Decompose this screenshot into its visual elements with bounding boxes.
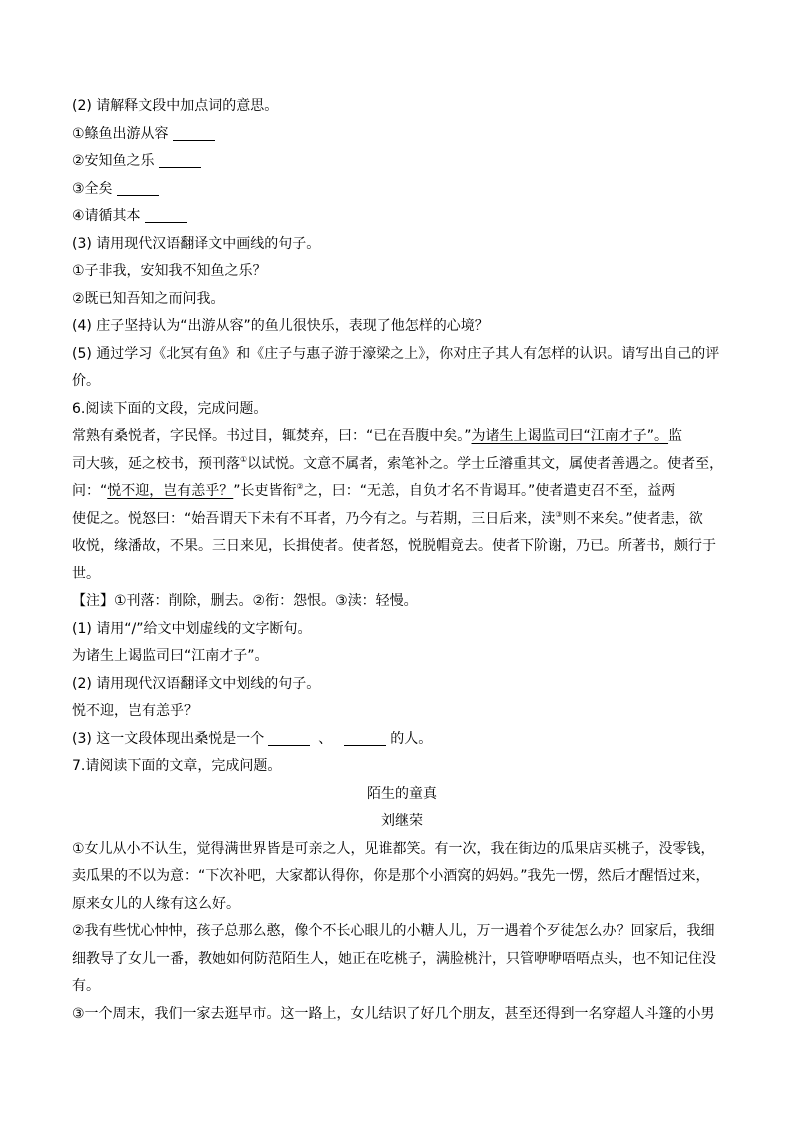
question-7-title: 7.请阅读下面的文章，完成问题。 bbox=[72, 758, 282, 774]
answer-blank[interactable] bbox=[117, 181, 159, 196]
passage-text: 以试悦。文意不属者，索笔补之。学士丘濬重其文，属使者善遇之。使者至， bbox=[247, 455, 724, 472]
passage-text: 司大骇，延之校书，预刊落 bbox=[72, 455, 240, 472]
document-body bbox=[72, 93, 732, 1028]
passage-text: 使促之。悦怒曰：“始吾谓天下未有不耳者，乃今有之。与若期，三日后来，渎 bbox=[72, 510, 556, 527]
word-item-4 bbox=[72, 203, 732, 231]
question-5-part-5: (5) 通过学习《北冥有鱼》和《庄子与惠子游于濠梁之上》，你对庄子其人有怎样的认识。请写出自己的评 bbox=[72, 345, 720, 362]
question-6-part-3 bbox=[72, 726, 732, 754]
question-6-part-3-end: 的人。 bbox=[390, 730, 433, 747]
passage-text: ”长吏皆衔 bbox=[233, 483, 297, 499]
passage-text: 常熟有桑悦者，字民怿。书过目，辄焚弃，曰：“已在吾腹中矣。” bbox=[72, 428, 472, 444]
article-line: ①女儿从小不认生，觉得满世界皆是可亲之人，见谁都笑。有一次，我在街边的瓜果店买桃子，没零钱， bbox=[72, 840, 715, 857]
question-5-part-5-cont: 价。 bbox=[72, 373, 100, 389]
passage-text: 监 bbox=[668, 428, 683, 444]
passage-line bbox=[72, 423, 732, 451]
question-6-part-1: (1) 请用“/”给文中划虚线的文字断句。 bbox=[72, 620, 312, 637]
passage-line: 收悦，缘潘故，不果。三日来见，长揖使者。使者怒，悦脱帽竟去。使者下阶谢，乃已。所著书，颇行于 bbox=[72, 538, 716, 554]
article-line: ②我有些忧心忡忡，孩子总那么憨，像个不长心眼儿的小糖人儿，万一遇着个歹徒怎么办？回家后，我细 bbox=[72, 923, 715, 939]
answer-blank[interactable] bbox=[268, 731, 310, 746]
article-line: ③一个周末，我们一家去逛早市。这一路上，女儿结识了好几个朋友，甚至还得到一名穿超人斗篷的小男 bbox=[72, 1005, 715, 1022]
passage-text: 则不来矣。”使者恚，欲 bbox=[562, 510, 703, 527]
passage-text: 之，曰：“无恙，自负才名不肯谒耳。”使者遣吏召不至，益两 bbox=[303, 483, 676, 499]
word-item-2 bbox=[72, 148, 732, 176]
word-item-1-text: ①鲦鱼出游从容 bbox=[72, 125, 169, 142]
article-author: 刘继荣 bbox=[381, 813, 423, 829]
article-line: 有。 bbox=[72, 978, 100, 994]
question-5-part-2: (2) 请解释文段中加点词的意思。 bbox=[72, 98, 279, 114]
underlined-sentence: 悦不迎，岂有恙乎？ bbox=[107, 483, 234, 499]
article-title: 陌生的童真 bbox=[367, 785, 437, 802]
sentence-item-2: ②既已知吾知之而问我。 bbox=[72, 290, 225, 307]
question-6-part-2-text: 悦不迎，岂有恙乎？ bbox=[72, 703, 198, 719]
word-item-2-text: ②安知鱼之乐 bbox=[72, 153, 155, 169]
question-6-part-3-text: (3) 这一文段体现出桑悦是一个 bbox=[72, 730, 265, 747]
question-5-part-3: (3) 请用现代汉语翻译文中画线的句子。 bbox=[72, 235, 321, 252]
footnote-marker: ① bbox=[240, 454, 248, 464]
word-item-4-text: ④请循其本 bbox=[72, 208, 141, 224]
footnote-text: 【注】①刊落：削除，删去。②衔：怨恨。③渎：轻慢。 bbox=[72, 593, 418, 609]
question-6-part-2: (2) 请用现代汉语翻译文中划线的句子。 bbox=[72, 675, 321, 692]
answer-blank[interactable] bbox=[344, 731, 386, 746]
passage-line bbox=[72, 451, 732, 479]
article-line: 卖瓜果的不以为意：“下次补吧，大家都认得你，你是那个小酒窝的妈妈。”我先一愣，然后才醒悟过来， bbox=[72, 868, 710, 884]
word-item-3 bbox=[72, 176, 732, 204]
answer-blank[interactable] bbox=[145, 208, 187, 223]
answer-blank[interactable] bbox=[173, 126, 215, 141]
underlined-sentence: 为诸生上谒监司曰“江南才子”。 bbox=[471, 428, 669, 444]
sentence-item-1: ①子非我，安知我不知鱼之乐？ bbox=[72, 263, 267, 279]
separator: 、 bbox=[318, 730, 333, 747]
passage-line bbox=[72, 478, 732, 506]
passage-line bbox=[72, 506, 732, 534]
passage-text: 问：“ bbox=[72, 483, 108, 499]
question-6-part-1-text: 为诸生上谒监司曰“江南才子”。 bbox=[72, 648, 269, 664]
word-item-3-text: ③全矣 bbox=[72, 180, 113, 197]
passage-line: 世。 bbox=[72, 565, 100, 582]
question-5-part-4: (4) 庄子坚持认为“出游从容”的鱼儿很快乐，表现了他怎样的心境？ bbox=[72, 318, 489, 334]
word-item-1 bbox=[72, 121, 732, 149]
footnote-marker: ③ bbox=[555, 509, 563, 519]
article-line: 细教导了女儿一番，教她如何防范陌生人，她正在吃桃子，满脸桃汁，只管咿咿唔唔点头，也不知记住没 bbox=[72, 950, 716, 967]
footnote-marker: ② bbox=[296, 482, 304, 491]
article-line: 原来女儿的人缘有这么好。 bbox=[72, 895, 240, 912]
question-6-title: 6.阅读下面的文段，完成问题。 bbox=[72, 400, 268, 417]
answer-blank[interactable] bbox=[159, 153, 201, 168]
